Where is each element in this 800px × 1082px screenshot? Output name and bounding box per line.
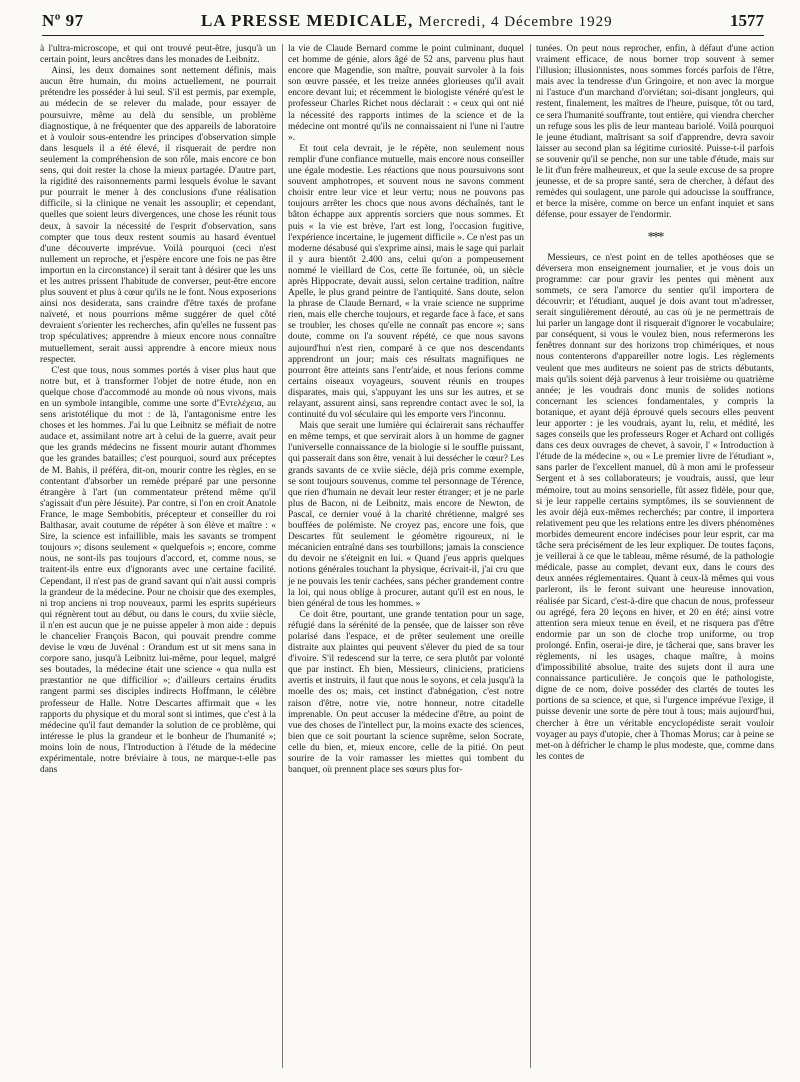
paragraph: Et tout cela devrait, je le répète, non seulement nous remplir d'une confiance mutuelle, mais encore nous conseiller une égale modestie. Les réactions que nous poursuivons sont souvent amphotropes, et souvent nous ne savons comment choisir entre leur vice et leur vertu; nous ne pouvons pas toujours arrêter les chocs que nous avons déchaînés, tant le bâton échappe aux apprentis sorciers que nous sommes. Et puis « la vie est brève, l'art est long, l'occasion fugitive, l'expérience incertaine, le jugement difficile ». Ce n'est pas un moderne désabusé qui s'exprime ainsi, mais le sage qui parlait il y aura bientôt 2.400 ans, celui qu'on a pompeusement nommé le vieillard de Cos, cette île fortunée, où, un siècle après Hippocrate, devait aussi, selon certaine tradition, naître Apelle, le plus grand peintre de l'antiquité. Sans doute, selon la phrase de Claude Bernard, « la vraie science ne supprime rien, mais elle cherche toujours, et regarde face à face, et sans se troubler, les choses qu'elle ne connaît pas encore »; sans doute, comme on l'a souvent répété, ce que nous savons aujourd'hui n'est rien, comparé à ce que nos descendants apprendront un jour; mais ces résultats magnifiques ne pourront être atteints sans l'entr'aide, et nous ferions comme certains oiseaux voyageurs, souvent réunis en troupes disparates, mais qui, s'appuyant les uns sur les autres, et se relayant, assurent ainsi, sans reprendre contact avec le sol, la continuité du vol séculaire qui les emporte vers l'inconnu. [288, 143, 524, 421]
journal-title: LA PRESSE MEDICALE, [201, 11, 414, 30]
issue-date: Mercredi, 4 Décembre 1929 [418, 14, 613, 30]
paragraph: à l'ultra-microscope, et qui ont trouvé peut-être, jusqu'à un certain point, leurs ancêtres dans les monades de Leibnitz. [40, 44, 276, 66]
column-left [40, 44, 276, 776]
paragraph: Ce doit être, pourtant, une grande tentation pour un sage, réfugié dans la sérénité de la pensée, que de laisser son rêve polarisé dans l'espace, et de prêter seulement une oreille distraite aux plaintes qui peuvent s'élever du pied de sa tour d'ivoire. S'il redescend sur la terre, ce sera plutôt par volonté que par instinct. Eh bien, Messieurs, cliniciens, praticiens avertis et instruits, il faut que nous le soyons, et cela jusqu'à la moelle des os; mais, cet instinct d'abnégation, c'est notre raison d'être, notre vie, notre honneur, notre citadelle imprenable. On peut accuser la médecine d'être, au point de vue des choses de l'intellect pur, la moins exacte des sciences, bien que ce soit pourtant la science suprême, selon Socrate, celle du bien, et, mieux encore, celle de la pitié. On peut sourire de la voir ramasser les miettes qui tombent du banquet, où prennent place ses sœurs plus for- [288, 609, 524, 776]
paragraph: Mais que serait une lumière qui éclairerait sans réchauffer en même temps, et que servirait alors à un homme de gagner l'universelle connaissance de la biologie si le souffle puissant, qui passerait dans son être, venait à lui dessécher le cœur? Les grands savants de ce xviie siècle, déjà pris comme exemple, se sont toujours souvenus, comme tel personnage de Térence, que rien d'humain ne devait leur rester étranger; et je ne parle plus de Bacon, ni de Leibnitz, mais encore de Newton, de Pascal, ce dernier voué à la charité chrétienne, malgré ses bouffées de polémiste. Ne croyez pas, encore une fois, que Descartes fût seulement le géomètre rigoureux, ni le mécanicien entraîné dans ses tourbillons; jamais la conscience du devoir ne s'éteignit en lui. « Quand j'eus appris quelques notions générales touchant la physique, écrivait-il, j'ai cru que je ne pouvais les tenir cachées, sans pécher grandement contre la loi, qui nous oblige à procurer, autant qu'il est en nous, le bien général de tous les hommes. » [288, 421, 524, 609]
section-separator: *** [647, 229, 663, 245]
paragraph: Ainsi, les deux domaines sont nettement définis, mais aucun être humain, du moins actuellement, ne pourrait prétendre les posséder à lui seul. S'il est permis, par exemple, au médecin de se relever du malade, pour essayer de poursuivre, même au delà du sensible, un problème diagnostique, à ne fréquenter que des appareils de laboratoire et à vouloir sous-entendre les principes d'observation simple dans lesquels il a été élevé, il risquerait de perdre non seulement la compréhension de son rôle, mais encore ce bon sens, qui doit rester la chose la mieux partagée. D'autre part, la rigidité des raisonnements parmi lesquels évolue le savant pur pourrait le mener à des conclusions d'une réalisation difficile, si la clinique ne venait les assouplir; et cependant, quelles que soient leurs divergences, une chose les réunit tous deux, à savoir la nécessité de l'esprit d'observation, sans compter que tous deux restent soumis au hasard éventuel d'une découverte imprévue. Voilà pourquoi (ceci n'est nullement un reproche, et j'espère encore une fois ne pas être importun en la circonstance) il serait tant à désirer que les uns et les autres prissent l'habitude de converser, peut-être encore plus souvent et plus à cœur qu'ils ne le font. Nous exposerions ainsi nos desiderata, sans craindre d'être taxés de profane naïveté, et nous pourrions même suggérer de quel côté devraient s'orienter les recherches, afin qu'elles ne fussent pas trop spéculatives; apprendre à mieux encore nous connaître mutuellement, serait aussi apprendre à encore mieux nous respecter. [40, 66, 276, 365]
issue-number: Nº 97 [42, 11, 84, 30]
page-number: 1577 [730, 11, 764, 30]
column-right [536, 44, 774, 763]
column-rule-right [530, 44, 531, 1068]
column-middle [288, 44, 524, 776]
paragraph: tunées. On peut nous reprocher, enfin, à défaut d'une action vraiment efficace, de nous borner trop souvent à semer l'illusion; illusionnistes, nous sommes forcés parfois de l'être, mais avec la tendresse d'un Gringoire, et non avec la morgue ni l'astuce d'un marchand d'orviétan; soi-disant jongleurs, qui restent, finalement, les maîtres de l'heure, puisque, tôt ou tard, ce sera l'humanité souffrante, tout entière, qui viendra chercher un refuge sous les plis de leur manteau bariolé. Voilà pourquoi le jeune étudiant, maîtrisant sa soif d'apprendre, devra savoir laisser au second plan sa légitime curiosité. Puisse-t-il parfois se souvenir qu'il se penche, non sur une table d'étude, mais sur le lit d'un frère malheureux, et que la seule excuse de sa propre jeunesse, et de sa propre santé, sera de chercher, à défaut des remèdes qui soulagent, une parole qui adoucisse la souffrance, et berce la misère, comme on berce un enfant inquiet et sans défense, pour essayer de l'endormir. [536, 44, 774, 221]
paragraph: C'est que tous, nous sommes portés à viser plus haut que notre but, et à transformer l'objet de notre étude, non en quelque chose d'accommodé au monde où nous vivons, mais en un symbole intangible, comme une sorte d'Ἐντελέχεια, au sens aristotélique du mot : de là, l'antagonisme entre les choses et les hommes. J'ai lu que Leibnitz se méfiait de notre audace et, assimilant notre art à celui de la guerre, avait peur que les grands médecins ne fissent mourir autant d'hommes que les grandes batailles; c'est pourquoi, sourd aux préceptes de M. Bahis, il préféra, dit-on, mourir contre les règles, en se contentant d'absorber un remède préparé par une personne étrangère à l'art (un commentateur prétend même qu'il s'agissait d'un père Jésuite). Par contre, si l'on en croit Anatole France, le mage Sembobitis, précepteur et conseiller du roi Balthasar, avait coutume de répéter à son élève et maître : « Sire, la science est infaillible, mais les savants se trompent toujours »; disons seulement « quelquefois »; encore, comme nous, ne sont-ils pas toujours d'accord, et, comme nous, se traitent-ils entre eux d'ignorants avec une certaine facilité. Cependant, il n'est pas de grand savant qui n'ait aussi compris la grandeur de la médecine. Pour ne choisir que des exemples, ni trop anciens ni trop nouveaux, parmi les esprits supérieurs qui régnèrent tout au début, ou dans le cours, du xviie siècle, il n'en est aucun que je ne puisse appeler à mon aide : depuis le chancelier François Bacon, qui pouvait prendre comme devise le vœu de Juvénal : Orandum est ut sit mens sana in corpore sano, jusqu'à Leibnitz lui-même, pour lequel, malgré ses boutades, la médecine était une science « qua nulla est præstantior ne que difficilior »; d'ailleurs certains érudits rangent parmi ses disciples indirects Hoffmann, le célèbre professeur de Halle. Notre Descartes affirmait que « les rapports du physique et du moral sont si intimes, que c'est à la médecine qu'il faut demander la solution de ce problème, qui intéresse le plus la grandeur et le bonheur de l'humanité »; moins loin de nous, l'Introduction à l'étude de la médecine expérimentale, notre bréviaire à tous, ne marque-t-elle pas dans [40, 365, 276, 776]
paragraph: la vie de Claude Bernard comme le point culminant, duquel cet homme de génie, alors âgé de 52 ans, parvenu plus haut encore que Magendie, son maître, pouvait survoler à la fois son œuvre passée, et les treize années glorieuses qu'il avait encore devant lui; et récemment le biologiste vénéré qu'est le professeur Charles Richet nous déclarait : « ceux qui ont nié la nécessité des rapports intimes de la science et de la médecine ont montré qu'ils ne connaissaient ni l'une ni l'autre ». [288, 44, 524, 143]
column-rule-left [282, 44, 283, 1068]
running-header [42, 6, 764, 36]
journal-title-line [201, 11, 613, 31]
paragraph: Messieurs, ce n'est point en de telles apothéoses que se déversera mon enseignement journalier, et je vous dois un programme: car pour gravir les pentes qui mènent aux sommets, ce sera l'amorce du sentier qu'il importera de découvrir; et l'étudiant, auquel je dois avant tout m'adresser, serait singulièrement dérouté, au cas où je ne permettrais de lui parler un langage dont il risquerait d'ignorer le vocabulaire; par conséquent, si vous le voulez bien, nous refermerons les fenêtres donnant sur des horizons trop chimériques, et nous nous contenterons d'appareiller notre logis. Les règlements veulent que mes auditeurs ne soient pas de stricts débutants, mais qu'ils soient déjà parvenus à leur troisième ou quatrième année; je les voudrais donc munis de solides notions concernant les sciences fondamentales, y compris la botanique, et ayant déjà éprouvé quels secours elles peuvent leur apporter : je les voudrais, ayant lu, relu, et médité, les sages conseils que les professeurs Roger et Achard ont colligés dans ces deux ouvrages de chevet, à savoir, l' « Introduction à l'étude de la médecine », ou « Le premier livre de l'étudiant », sans parler de l'excellent manuel, dû à mon ami le professeur Sergent et à ses collaborateurs; je voudrais, aussi, que leur mémoire, tout au moins sensorielle, fût assez fidèle, pour que, si je leur rappelle certains symptômes, ils se souviennent de les avoir déjà eux-mêmes recherchés; par contre, il importera relativement peu que les relations entre les divers phénomènes morbides demeurent encore indécises pour leur esprit, car ma tâche sera précisément de les leur expliquer. De toutes façons, je veillerai à ce que le tableau, même résumé, de la pathologie médicale, passe au complet, devant eux, dans le cours des deux années réglementaires. Quant à ceux-là mêmes qui vous parleront, ils le feront suivant une heureuse innovation, réalisée par Sicard, c'est-à-dire que chacun de nous, professeur ou agrégé, fera 20 leçons en hiver, et 20 en été; ainsi votre attention sera mieux tenue en éveil, et ne risquera pas d'être endormie par un son de cloche trop uniforme, ou trop prolongé. Enfin, oserai-je dire, je tâcherai que, sans braver les règlements, ni les usages, chaque maître, à moins d'impossibilité absolue, traite des sujets dont il aura une connaissance particulière. Je conçois que le pathologiste, digne de ce nom, doive posséder des clartés de toutes les portions de sa science, et que, si l'urgence imprévue l'exige, il puisse devenir une sorte de père tout à tous; mais aujourd'hui, chercher à être un véritable encyclopédiste serait vouloir voyager au pays d'utopie, cher à Thomas Morus; car à peine se met-on à défricher le champ le plus modeste, que, comme dans les contes de [536, 252, 774, 762]
